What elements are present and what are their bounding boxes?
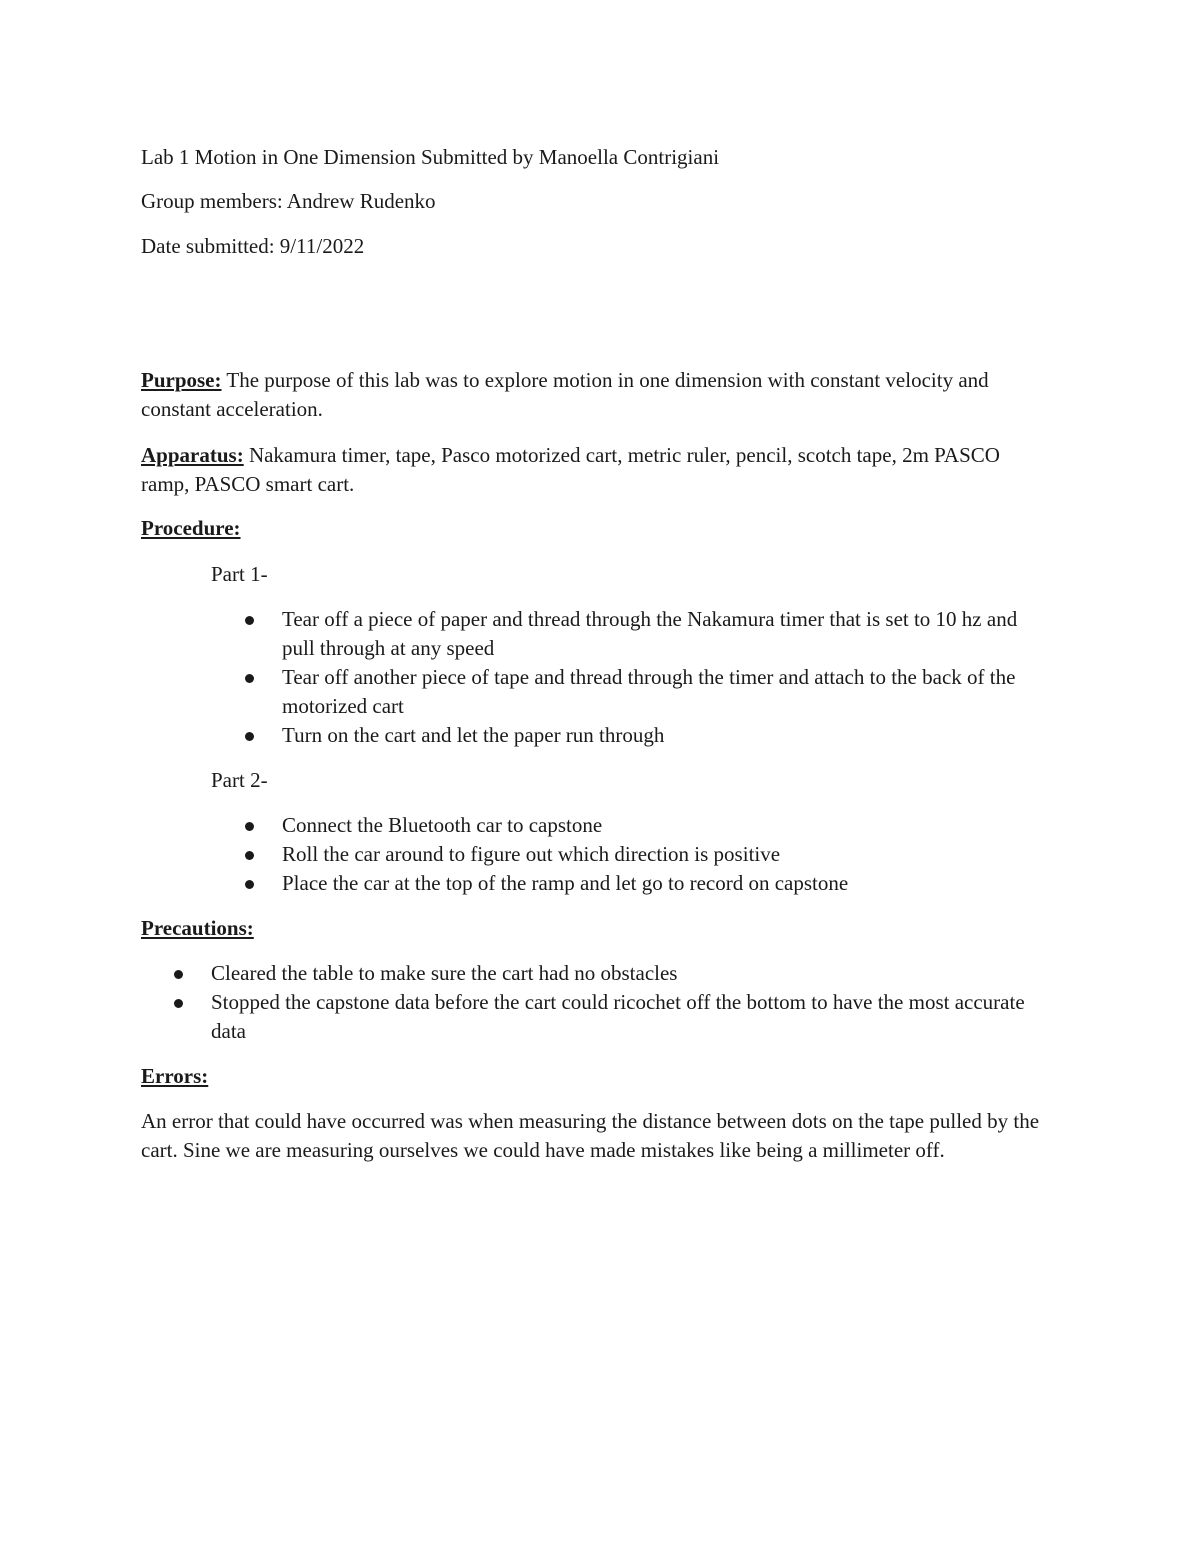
part2-list (282, 811, 1052, 898)
precautions-heading: Precautions: (141, 916, 254, 940)
errors-text: An error that could have occurred was when measuring the distance between dots on the tape pulled by the cart. Sine we are measuring ourselves we could have made mistakes like being a millimeter off. (141, 1109, 1040, 1162)
apparatus-heading: Apparatus: (141, 443, 244, 467)
bullet-icon (174, 999, 183, 1008)
list-item: Connect the Bluetooth car to capstone (282, 811, 1052, 840)
apparatus-text: Nakamura timer, tape, Pasco motorized cart, metric ruler, pencil, scotch tape, 2m PASCO ramp, PASCO smart cart. (141, 443, 1000, 496)
procedure-heading: Procedure: (141, 516, 241, 540)
purpose-heading: Purpose: (141, 368, 222, 392)
bullet-icon (245, 880, 254, 889)
part1-label: Part 1- (211, 562, 268, 586)
bullet-icon (245, 822, 254, 831)
part1-list (282, 605, 1052, 750)
errors-heading: Errors: (141, 1064, 209, 1088)
list-item: Tear off a piece of paper and thread through the Nakamura timer that is set to 10 hz and pull through at any speed (282, 605, 1052, 663)
purpose-text: The purpose of this lab was to explore motion in one dimension with constant velocity and constant acceleration. (141, 368, 989, 421)
bullet-icon (245, 674, 254, 683)
date-submitted: Date submitted: 9/11/2022 (141, 234, 365, 258)
bullet-icon (245, 851, 254, 860)
list-item: Roll the car around to figure out which direction is positive (282, 840, 1052, 869)
document-title: Lab 1 Motion in One Dimension Submitted by Manoella Contrigiani (141, 145, 720, 169)
list-item: Cleared the table to make sure the cart had no obstacles (211, 959, 1051, 988)
group-members: Group members: Andrew Rudenko (141, 189, 436, 213)
part2-label: Part 2- (211, 768, 268, 792)
precautions-list (211, 959, 1051, 1046)
apparatus-paragraph (141, 441, 1041, 499)
bullet-icon (245, 732, 254, 741)
list-item: Turn on the cart and let the paper run through (282, 721, 1052, 750)
bullet-icon (174, 970, 183, 979)
bullet-icon (245, 616, 254, 625)
purpose-paragraph (141, 366, 1056, 424)
list-item: Place the car at the top of the ramp and let go to record on capstone (282, 869, 1052, 898)
list-item: Tear off another piece of tape and thread through the timer and attach to the back of the motorized cart (282, 663, 1052, 721)
list-item: Stopped the capstone data before the cart could ricochet off the bottom to have the most accurate data (211, 988, 1051, 1046)
